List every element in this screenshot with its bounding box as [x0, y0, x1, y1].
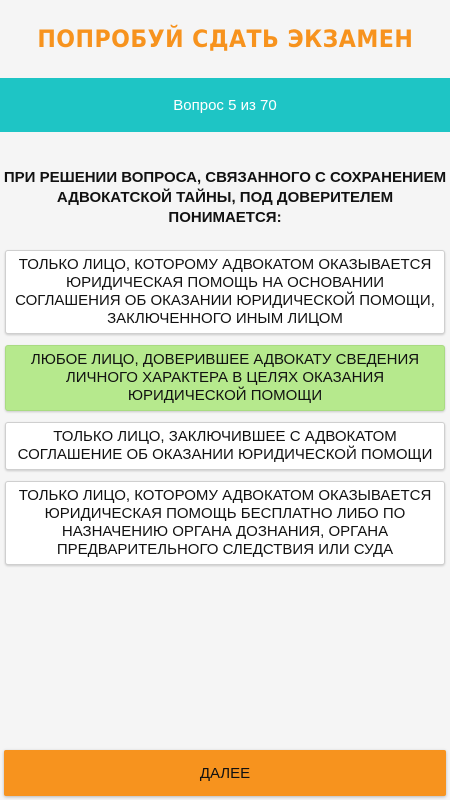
answer-option-1[interactable]: ТОЛЬКО ЛИЦО, КОТОРОМУ АДВОКАТОМ ОКАЗЫВАЕТСЯ ЮРИДИЧЕСКАЯ ПОМОЩЬ НА ОСНОВАНИИ СОГЛАШЕНИЯ ОБ ОКАЗАНИИ ЮРИДИЧЕСКОЙ ПОМОЩИ, ЗАКЛЮЧЕННОГО ИНЫМ ЛИЦОМ — [5, 250, 445, 334]
answer-list — [5, 250, 445, 576]
answer-option-2-selected[interactable]: ЛЮБОЕ ЛИЦО, ДОВЕРИВШЕЕ АДВОКАТУ СВЕДЕНИЯ ЛИЧНОГО ХАРАКТЕРА В ЦЕЛЯХ ОКАЗАНИЯ ЮРИДИЧЕСКОЙ ПОМОЩИ — [5, 345, 445, 411]
question-counter: Вопрос 5 из 70 — [173, 96, 277, 114]
next-button[interactable]: ДАЛЕЕ — [4, 750, 446, 796]
header — [0, 0, 450, 78]
question-text: ПРИ РЕШЕНИИ ВОПРОСА, СВЯЗАННОГО С СОХРАНЕНИЕМ АДВОКАТСКОЙ ТАЙНЫ, ПОД ДОВЕРИТЕЛЕМ ПОНИМАЕТСЯ: — [3, 169, 447, 226]
answer-option-4[interactable]: ТОЛЬКО ЛИЦО, КОТОРОМУ АДВОКАТОМ ОКАЗЫВАЕТСЯ ЮРИДИЧЕСКАЯ ПОМОЩЬ БЕСПЛАТНО ЛИБО ПО НАЗНАЧЕНИЮ ОРГАНА ДОЗНАНИЯ, ОРГАНА ПРЕДВАРИТЕЛЬНОГО СЛЕДСТВИЯ ИЛИ СУДА — [5, 481, 445, 565]
answer-option-3[interactable]: ТОЛЬКО ЛИЦО, ЗАКЛЮЧИВШЕЕ С АДВОКАТОМ СОГЛАШЕНИЕ ОБ ОКАЗАНИИ ЮРИДИЧЕСКОЙ ПОМОЩИ — [5, 422, 445, 470]
page-title: ПОПРОБУЙ СДАТЬ ЭКЗАМЕН — [37, 25, 413, 53]
question-counter-bar — [0, 78, 450, 132]
